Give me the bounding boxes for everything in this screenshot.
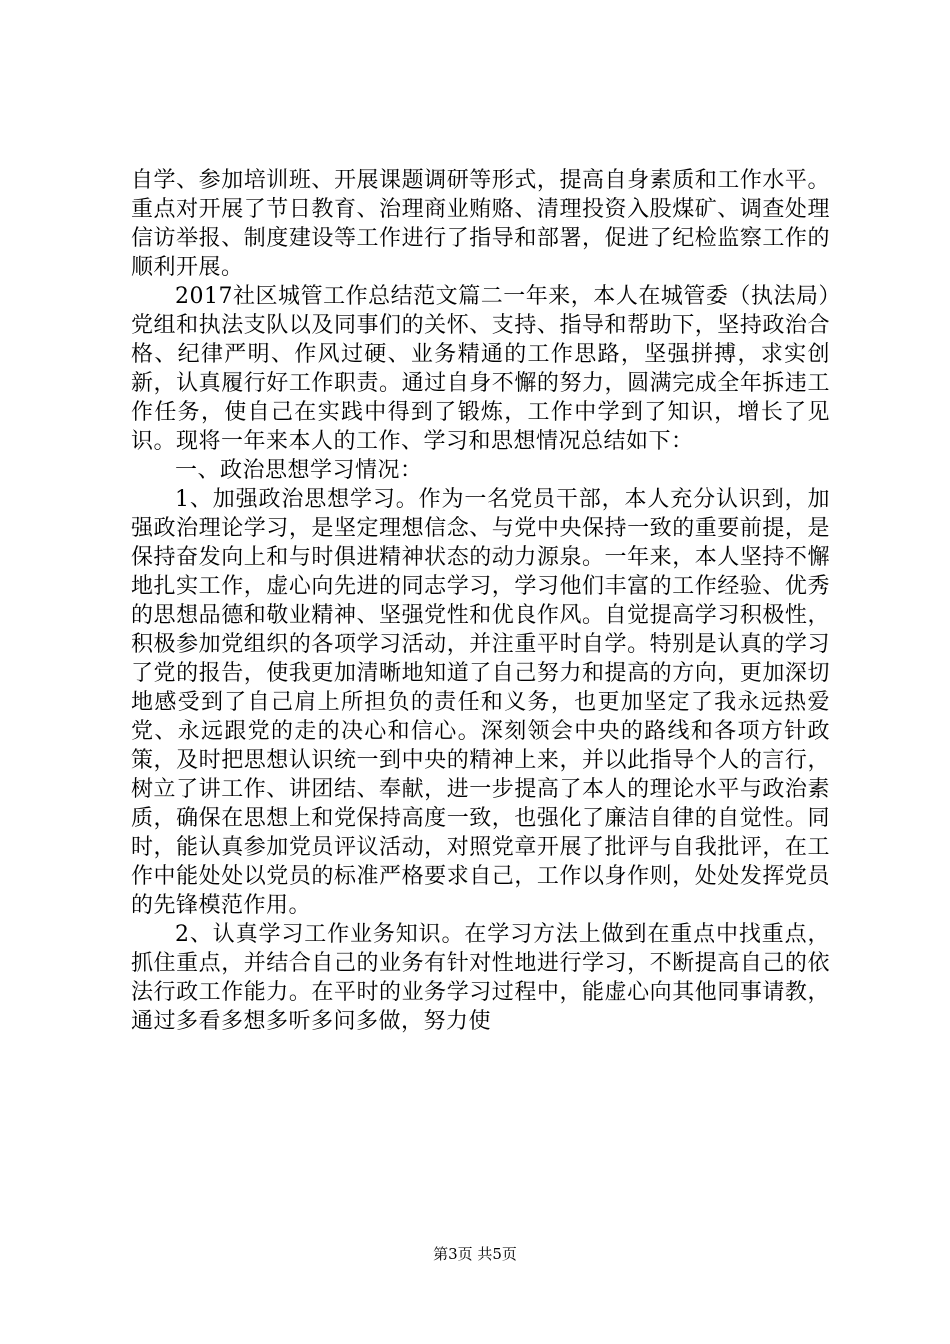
- paragraph-continuation: 自学、参加培训班、开展课题调研等形式，提高自身素质和工作水平。重点对开展了节日教育、治理商业贿赂、清理投资入股煤矿、调查处理信访举报、制度建设等工作进行了指导和部署，促进了纪检监察工作的顺利开展。: [131, 168, 830, 280]
- document-body: [131, 166, 830, 1036]
- paragraph-item-2: 2、认真学习工作业务知识。在学习方法上做到在重点中找重点，抓住重点，并结合自己的业务有针对性地进行学习，不断提高自己的依法行政工作能力。在平时的业务学习过程中，能虚心向其他同事请教，通过多看多想多听多问多做，努力使: [131, 922, 830, 1034]
- paragraph-intro: 2017社区城管工作总结范文篇二一年来，本人在城管委（执法局）党组和执法支队以及同事们的关怀、支持、指导和帮助下，坚持政治合格、纪律严明、作风过硬、业务精通的工作思路，坚强拼搏，求实创新，认真履行好工作职责。通过自身不懈的努力，圆满完成全年拆违工作任务，使自己在实践中得到了锻炼，工作中学到了知识，增长了见识。现将一年来本人的工作、学习和思想情况总结如下：: [131, 284, 830, 454]
- section-heading: 一、政治思想学习情况：: [175, 458, 423, 483]
- paragraph-item-1: 1、加强政治思想学习。作为一名党员干部，本人充分认识到，加强政治理论学习，是坚定理想信念、与党中央保持一致的重要前提，是保持奋发向上和与时俱进精神状态的动力源泉。一年来，本人坚持不懈地扎实工作，虚心向先进的同志学习，学习他们丰富的工作经验、优秀的思想品德和敬业精神、坚强党性和优良作风。自觉提高学习积极性，积极参加党组织的各项学习活动，并注重平时自学。特别是认真的学习了党的报告，使我更加清晰地知道了自己努力和提高的方向，更加深切地感受到了自己肩上所担负的责任和义务，也更加坚定了我永远热爱党、永远跟党的走的决心和信心。深刻领会中央的路线和各项方针政策，及时把思想认识统一到中央的精神上来，并以此指导个人的言行，树立了讲工作、讲团结、奉献，进一步提高了本人的理论水平与政治素质，确保在思想上和党保持高度一致，也强化了廉洁自律的自觉性。同时，能认真参加党员评议活动，对照党章开展了批评与自我批评，在工作中能处处以党员的标准严格要求自己，工作以身作则，处处发挥党员的先锋模范作用。: [131, 487, 830, 918]
- page-number-footer: 第3页 共5页: [433, 1245, 517, 1263]
